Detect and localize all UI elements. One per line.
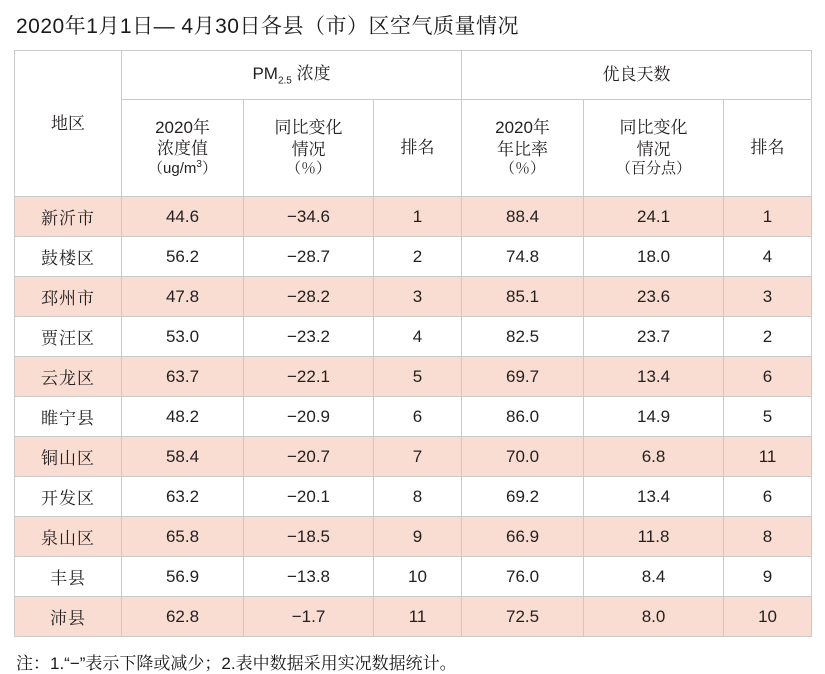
cell-pm25-change: −28.2 — [244, 277, 374, 317]
days-rate-line3: （％） — [500, 159, 546, 177]
cell-days-rank: 11 — [724, 437, 812, 477]
cell-pm25-change: −13.8 — [244, 557, 374, 597]
cell-pm25-value: 58.4 — [122, 437, 244, 477]
cell-region: 云龙区 — [15, 357, 122, 397]
cell-pm25-change: −23.2 — [244, 317, 374, 357]
pm25-change-line3: （％） — [285, 159, 331, 177]
cell-days-change: 13.4 — [584, 357, 724, 397]
cell-days-rate: 70.0 — [462, 437, 584, 477]
cell-region: 睢宁县 — [15, 397, 122, 437]
cell-days-rank: 1 — [724, 197, 812, 237]
pm25-change-line2: 情况 — [291, 139, 326, 159]
cell-region: 开发区 — [15, 477, 122, 517]
column-header-days-rank: 排名 — [724, 100, 812, 197]
cell-pm25-value: 56.2 — [122, 237, 244, 277]
cell-days-rate: 74.8 — [462, 237, 584, 277]
cell-pm25-value: 63.7 — [122, 357, 244, 397]
cell-pm25-rank: 9 — [374, 517, 462, 557]
cell-days-change: 24.1 — [584, 197, 724, 237]
cell-region: 新沂市 — [15, 197, 122, 237]
column-header-region: 地区 — [15, 51, 122, 197]
cell-pm25-change: −18.5 — [244, 517, 374, 557]
cell-pm25-rank: 1 — [374, 197, 462, 237]
cell-pm25-value: 44.6 — [122, 197, 244, 237]
cell-days-rank: 6 — [724, 477, 812, 517]
cell-pm25-rank: 6 — [374, 397, 462, 437]
cell-days-change: 8.0 — [584, 597, 724, 637]
table-note: 注：1.“−”表示下降或减少；2.表中数据采用实况数据统计。 — [16, 654, 457, 673]
table-row — [15, 557, 812, 597]
table-group-header-row — [15, 51, 812, 100]
cell-days-rank: 8 — [724, 517, 812, 557]
column-header-pm25-value — [122, 100, 244, 197]
column-group-header-good-days: 优良天数 — [462, 51, 812, 100]
cell-days-change: 8.4 — [584, 557, 724, 597]
cell-pm25-rank: 2 — [374, 237, 462, 277]
cell-days-rate: 72.5 — [462, 597, 584, 637]
cell-pm25-change: −20.7 — [244, 437, 374, 477]
cell-days-change: 18.0 — [584, 237, 724, 277]
cell-days-rank: 6 — [724, 357, 812, 397]
cell-days-change: 11.8 — [584, 517, 724, 557]
column-header-days-change — [584, 100, 724, 197]
cell-days-rate: 69.7 — [462, 357, 584, 397]
cell-pm25-value: 47.8 — [122, 277, 244, 317]
table-row — [15, 477, 812, 517]
days-change-line3: （百分点） — [616, 159, 692, 177]
cell-days-rank: 2 — [724, 317, 812, 357]
cell-days-rate: 76.0 — [462, 557, 584, 597]
cell-days-rank: 10 — [724, 597, 812, 637]
cell-days-rate: 82.5 — [462, 317, 584, 357]
cell-days-rate: 86.0 — [462, 397, 584, 437]
cell-region: 泉山区 — [15, 517, 122, 557]
column-header-pm25-change — [244, 100, 374, 197]
cell-region: 丰县 — [15, 557, 122, 597]
cell-days-rate: 88.4 — [462, 197, 584, 237]
column-header-days-rate — [462, 100, 584, 197]
table-header — [15, 51, 812, 197]
cell-pm25-value: 53.0 — [122, 317, 244, 357]
cell-region: 鼓楼区 — [15, 237, 122, 277]
cell-pm25-value: 48.2 — [122, 397, 244, 437]
table-row — [15, 277, 812, 317]
table-row — [15, 237, 812, 277]
column-header-pm25-rank: 排名 — [374, 100, 462, 197]
cell-pm25-value: 65.8 — [122, 517, 244, 557]
table-row — [15, 197, 812, 237]
cell-pm25-change: −20.9 — [244, 397, 374, 437]
page-title: 2020年1月1日— 4月30日各县（市）区空气质量情况 — [16, 15, 519, 38]
cell-pm25-change: −1.7 — [244, 597, 374, 637]
table-row — [15, 357, 812, 397]
cell-pm25-value: 56.9 — [122, 557, 244, 597]
pm25-value-line1: 2020年 — [155, 117, 210, 137]
cell-pm25-rank: 3 — [374, 277, 462, 317]
days-change-line1: 同比变化 — [619, 118, 688, 138]
cell-pm25-change: −20.1 — [244, 477, 374, 517]
table-row — [15, 517, 812, 557]
pm25-value-line2: 浓度值 — [157, 139, 208, 159]
cell-days-change: 14.9 — [584, 397, 724, 437]
cell-days-change: 23.6 — [584, 277, 724, 317]
cell-days-rank: 9 — [724, 557, 812, 597]
cell-pm25-rank: 11 — [374, 597, 462, 637]
cell-days-change: 6.8 — [584, 437, 724, 477]
cell-pm25-rank: 10 — [374, 557, 462, 597]
cell-region: 邳州市 — [15, 277, 122, 317]
table-row — [15, 437, 812, 477]
cell-days-rate: 66.9 — [462, 517, 584, 557]
days-rate-line2: 年比率 — [497, 139, 549, 159]
table-row — [15, 317, 812, 357]
cell-pm25-change: −28.7 — [244, 237, 374, 277]
cell-days-rank: 5 — [724, 397, 812, 437]
cell-region: 沛县 — [15, 597, 122, 637]
days-rate-line1: 2020年 — [495, 118, 550, 138]
cell-days-rate: 69.2 — [462, 477, 584, 517]
column-group-header-pm25: $PM_{2.5}$ 浓度 — [122, 51, 462, 100]
cell-region: 铜山区 — [15, 437, 122, 477]
table-row — [15, 597, 812, 637]
cell-pm25-rank: 5 — [374, 357, 462, 397]
table-row — [15, 397, 812, 437]
cell-days-rank: 3 — [724, 277, 812, 317]
cell-pm25-change: −34.6 — [244, 197, 374, 237]
pm25-value-line3: $(ug/m^3)$ — [148, 159, 217, 178]
table-sub-header-row — [15, 100, 812, 197]
days-change-line2: 情况 — [636, 139, 671, 159]
cell-days-rank: 4 — [724, 237, 812, 277]
cell-pm25-rank: 7 — [374, 437, 462, 477]
cell-region: 贾汪区 — [15, 317, 122, 357]
table-body — [15, 197, 812, 637]
pm25-change-line1: 同比变化 — [274, 118, 343, 138]
cell-pm25-rank: 4 — [374, 317, 462, 357]
cell-pm25-value: 63.2 — [122, 477, 244, 517]
air-quality-table — [14, 50, 812, 637]
cell-days-rate: 85.1 — [462, 277, 584, 317]
cell-pm25-rank: 8 — [374, 477, 462, 517]
cell-days-change: 23.7 — [584, 317, 724, 357]
cell-days-change: 13.4 — [584, 477, 724, 517]
cell-pm25-value: 62.8 — [122, 597, 244, 637]
cell-pm25-change: −22.1 — [244, 357, 374, 397]
